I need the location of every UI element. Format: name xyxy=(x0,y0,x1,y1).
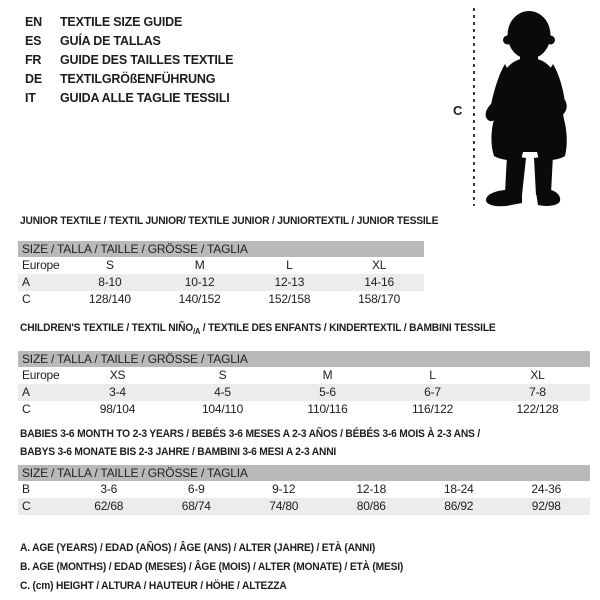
value-cell: 12-18 xyxy=(356,482,387,496)
row-label: A xyxy=(22,385,30,399)
size-cell: XL xyxy=(530,368,545,382)
children-table-title xyxy=(20,321,496,339)
table-row-height xyxy=(18,498,590,515)
value-cell: 80/86 xyxy=(356,499,386,513)
legend-line-a: A. AGE (YEARS) / EDAD (AÑOS) / ÂGE (ANS) / ALTER (JAHRE) / ETÀ (ANNI) xyxy=(20,542,376,554)
size-header-bar: SIZE / TALLA / TAILLE / GRÖSSE / TAGLIA xyxy=(18,465,590,481)
language-row-it xyxy=(25,89,233,108)
size-cell: XS xyxy=(109,368,126,382)
language-code: ES xyxy=(25,34,42,48)
children-title-sub: /A xyxy=(193,327,201,337)
value-cell: 98/104 xyxy=(99,402,136,416)
table-row-age xyxy=(18,274,424,291)
row-label: Europe xyxy=(22,368,60,382)
legend-line-b: B. AGE (MONTHS) / EDAD (MESES) / ÂGE (MOIS) / ALTER (MONATE) / ETÀ (MESI) xyxy=(20,561,404,573)
babies-table-title xyxy=(20,425,480,461)
language-title: GUIDA ALLE TAGLIE TESSILI xyxy=(60,91,230,105)
value-cell: 9-12 xyxy=(272,482,296,496)
value-cell: 12-13 xyxy=(274,275,305,289)
value-cell: 4-5 xyxy=(214,385,231,399)
value-cell: 110/116 xyxy=(307,402,348,416)
value-cell: 7-8 xyxy=(529,385,546,399)
babies-title-line1: BABIES 3-6 MONTH TO 2-3 YEARS / BEBÉS 3-6 MESES A 2-3 AÑOS / BÉBÉS 3-6 MOIS À 2-3 ANS / xyxy=(20,428,481,440)
value-cell: 3-6 xyxy=(100,482,118,496)
value-cell: 5-6 xyxy=(319,385,336,399)
baby-silhouette-icon xyxy=(481,8,571,208)
height-measure-label: C xyxy=(453,103,463,118)
value-cell: 8-10 xyxy=(98,275,122,289)
row-label: C xyxy=(22,292,31,306)
junior-size-table xyxy=(18,241,424,308)
value-cell: 14-16 xyxy=(364,275,394,289)
language-code: IT xyxy=(25,91,36,105)
row-label: C xyxy=(22,499,31,513)
language-title: TEXTILGRÖßENFÜHRUNG xyxy=(60,72,216,86)
language-title-list xyxy=(25,13,233,108)
row-label: A xyxy=(22,275,30,289)
table-row-height xyxy=(18,401,590,418)
value-cell: 24-36 xyxy=(531,482,562,496)
row-label: C xyxy=(22,402,31,416)
measure-legend xyxy=(20,539,432,596)
size-cell: XL xyxy=(371,258,387,272)
children-title-post: / TEXTILE DES ENFANTS / KINDERTEXTIL / BAMBINI TESSILE xyxy=(200,322,496,334)
height-dotted-line xyxy=(473,8,475,206)
value-cell: 6-9 xyxy=(187,482,205,496)
children-size-table xyxy=(18,351,590,418)
value-cell: 158/170 xyxy=(358,292,401,306)
size-cell: S xyxy=(218,368,227,382)
children-title-pre: CHILDREN'S TEXTILE / TEXTIL NIÑO xyxy=(20,322,194,334)
value-cell: 6-7 xyxy=(424,385,441,399)
table-row-age xyxy=(18,384,590,401)
row-label: B xyxy=(22,482,30,496)
size-header-bar: SIZE / TALLA / TAILLE / GRÖSSE / TAGLIA xyxy=(18,351,590,367)
value-cell: 116/122 xyxy=(411,402,454,416)
language-title: GUIDE DES TAILLES TEXTILE xyxy=(60,53,234,67)
value-cell: 128/140 xyxy=(88,292,131,306)
language-row-en xyxy=(25,13,233,32)
language-code: DE xyxy=(25,72,42,86)
value-cell: 62/68 xyxy=(94,499,124,513)
size-cell: L xyxy=(429,368,436,382)
value-cell: 18-24 xyxy=(443,482,474,496)
table-row-height xyxy=(18,291,424,308)
value-cell: 86/92 xyxy=(444,499,474,513)
value-cell: 3-4 xyxy=(109,385,126,399)
language-row-es xyxy=(25,32,233,51)
value-cell: 104/110 xyxy=(201,402,244,416)
legend-line-c: C. (cm) HEIGHT / ALTURA / HAUTEUR / HÖHE / ALTEZZA xyxy=(20,580,287,592)
language-title: GUÍA DE TALLAS xyxy=(60,34,161,48)
language-title: TEXTILE SIZE GUIDE xyxy=(60,15,183,29)
language-code: EN xyxy=(25,15,42,29)
size-cell: L xyxy=(286,258,293,272)
language-row-de xyxy=(25,70,233,89)
size-cell: M xyxy=(194,258,205,272)
value-cell: 92/98 xyxy=(531,499,561,513)
language-row-fr xyxy=(25,51,233,70)
value-cell: 10-12 xyxy=(184,275,215,289)
row-label: Europe xyxy=(22,258,60,272)
value-cell: 68/74 xyxy=(181,499,211,513)
value-cell: 152/158 xyxy=(268,292,311,306)
value-cell: 140/152 xyxy=(178,292,221,306)
table-row-europe xyxy=(18,257,424,274)
value-cell: 122/128 xyxy=(516,402,559,416)
value-cell: 74/80 xyxy=(269,499,299,513)
table-row-europe xyxy=(18,367,590,384)
size-cell: M xyxy=(322,368,333,382)
size-header-bar: SIZE / TALLA / TAILLE / GRÖSSE / TAGLIA xyxy=(18,241,424,257)
table-row-age-months xyxy=(18,481,590,498)
language-code: FR xyxy=(25,53,42,67)
babies-size-table xyxy=(18,465,590,515)
babies-title-line2: BABYS 3-6 MONATE BIS 2-3 JAHRE / BAMBINI 3-6 MESI A 2-3 ANNI xyxy=(20,446,337,458)
size-cell: S xyxy=(105,258,114,272)
junior-table-title: JUNIOR TEXTILE / TEXTIL JUNIOR/ TEXTILE JUNIOR / JUNIORTEXTIL / JUNIOR TESSILE xyxy=(20,215,439,227)
